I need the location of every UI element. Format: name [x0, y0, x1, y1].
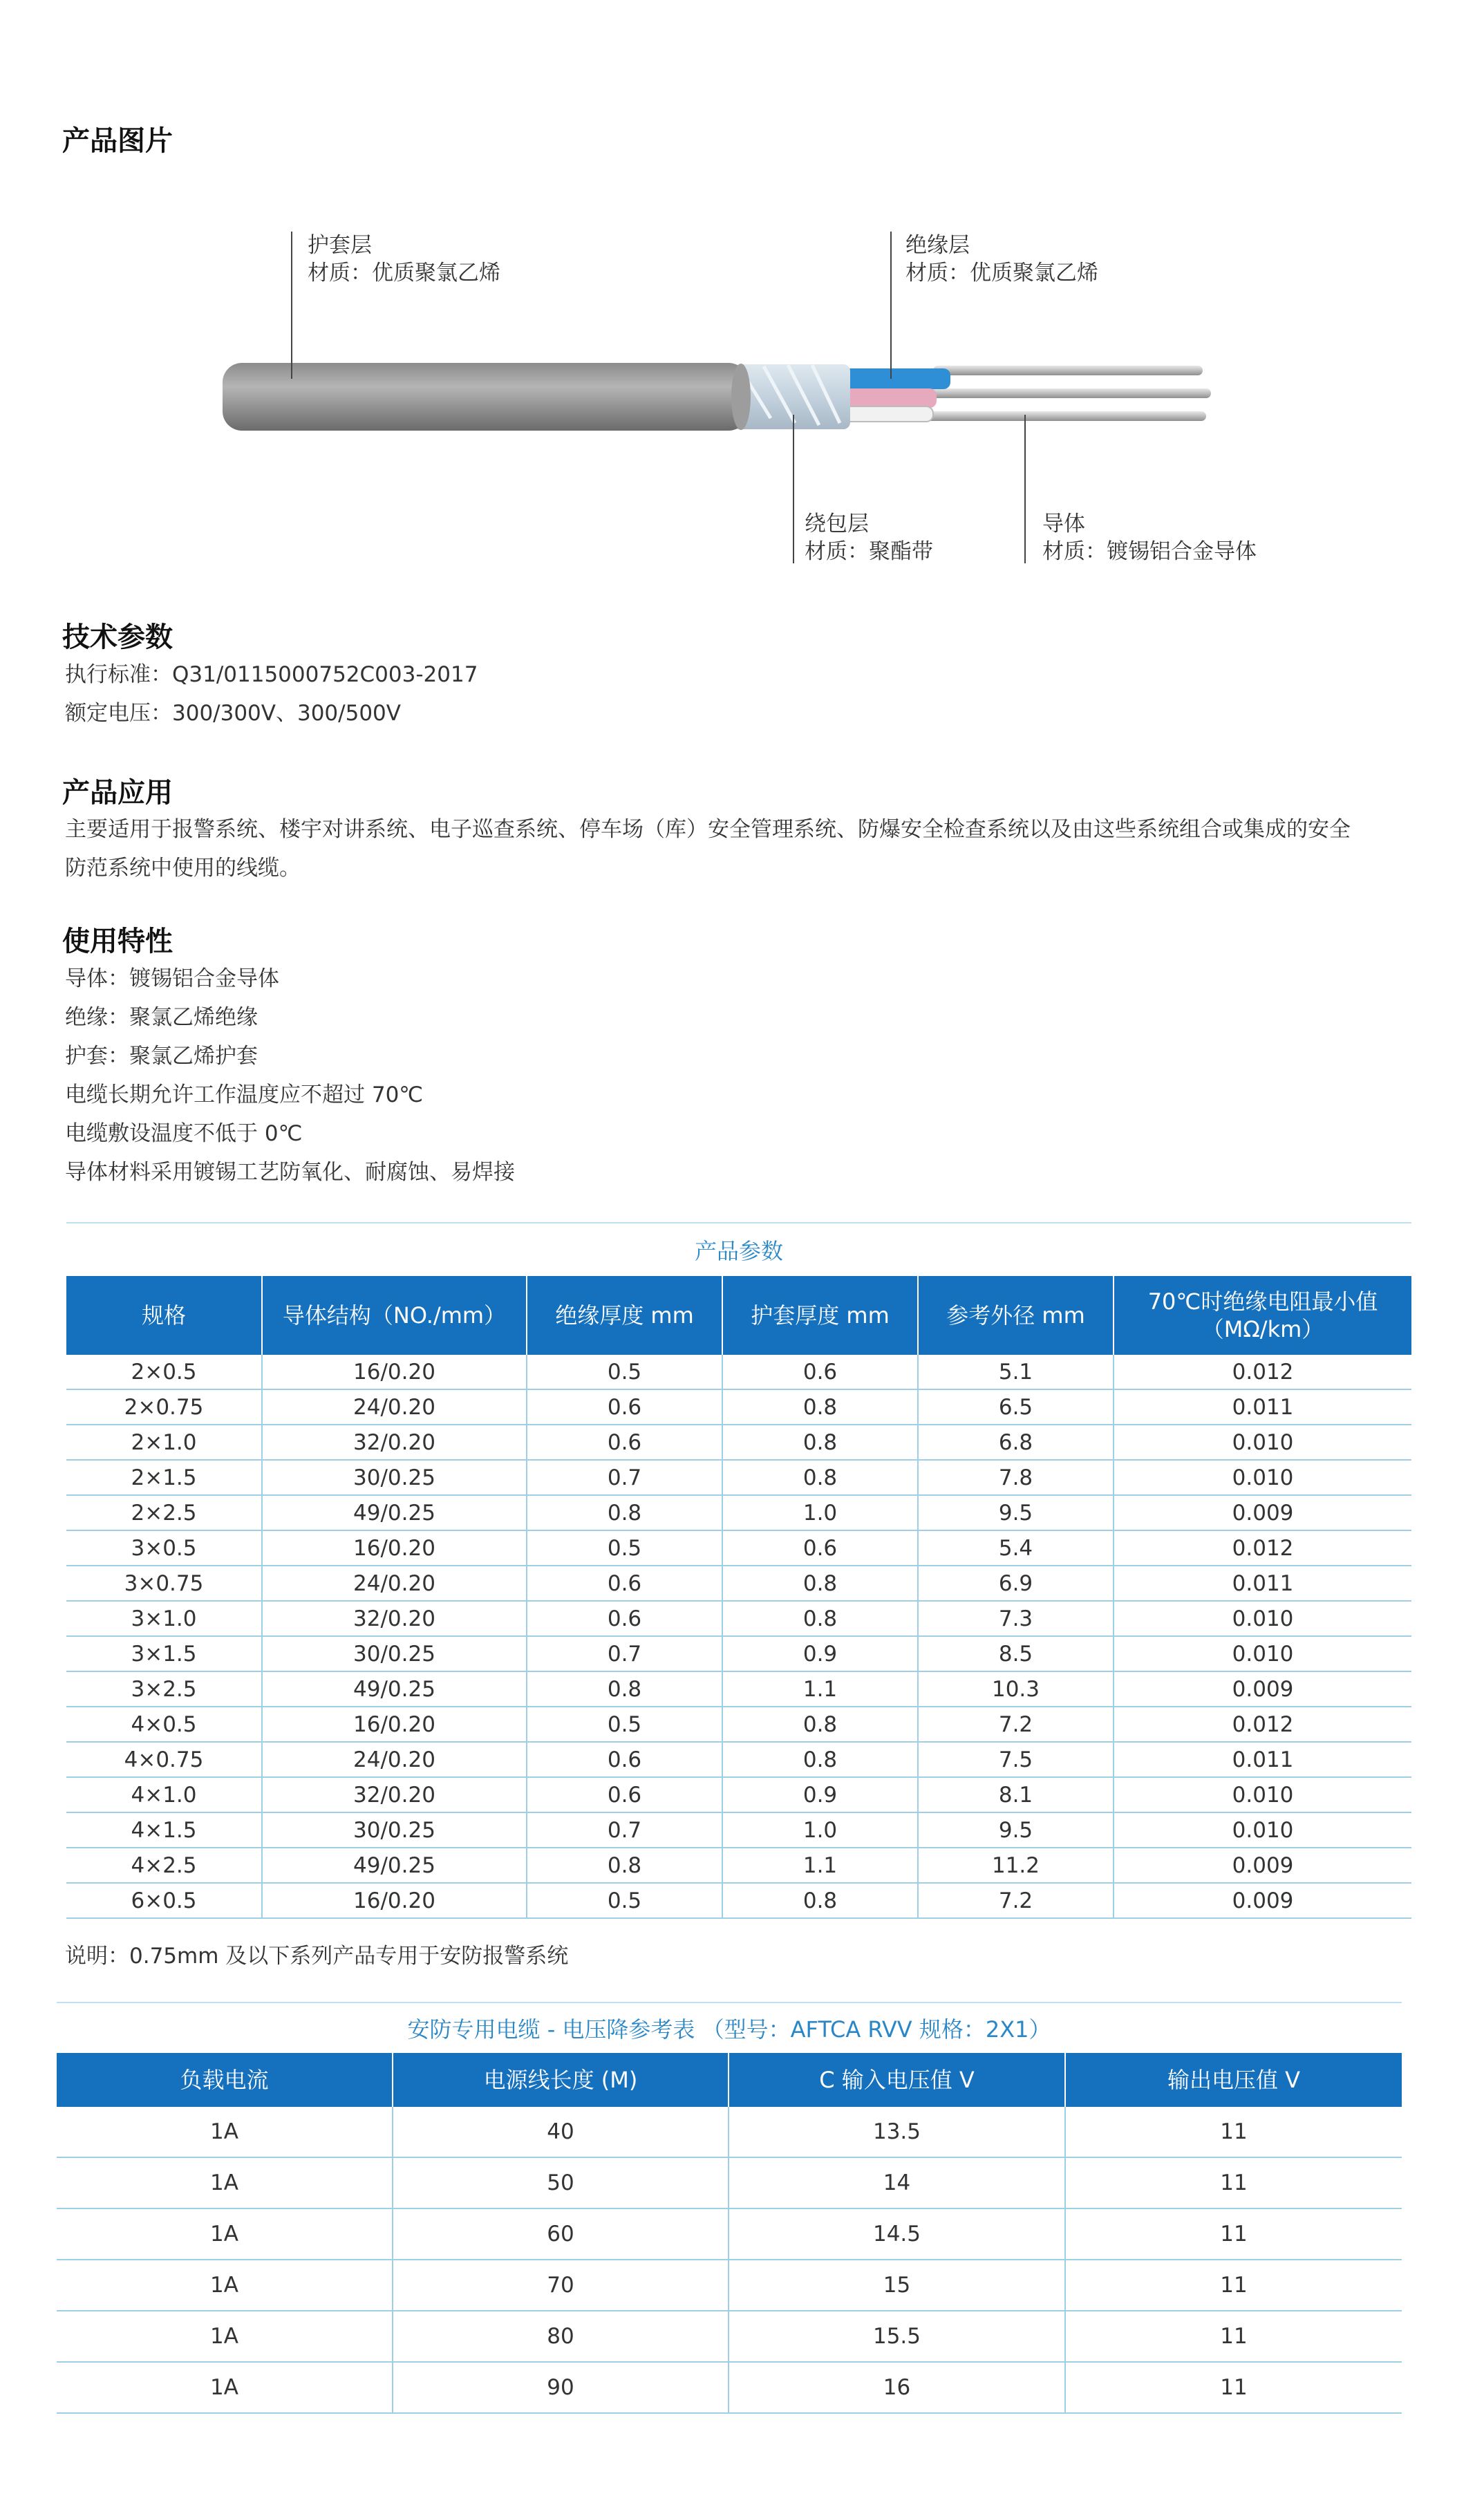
- table-cell: 0.7: [527, 1460, 722, 1495]
- table-row: [66, 1848, 1411, 1883]
- params-header-insulation: 绝缘厚度 mm: [527, 1276, 722, 1355]
- table-cell: 0.6: [527, 1777, 722, 1812]
- table-cell: 5.1: [918, 1355, 1114, 1389]
- table-cell: 11: [1065, 2260, 1402, 2311]
- table-cell: 0.5: [527, 1883, 722, 1918]
- table-cell: 3×2.5: [66, 1671, 262, 1707]
- table-cell: 0.8: [722, 1389, 918, 1425]
- table-cell: 16: [729, 2362, 1065, 2413]
- features-list: [65, 959, 515, 1192]
- table-cell: 0.009: [1114, 1883, 1411, 1918]
- callout-wrap-material: 材质：聚酯带: [805, 539, 933, 564]
- table-cell: 15.5: [729, 2311, 1065, 2362]
- table-cell: 5.4: [918, 1530, 1114, 1566]
- voltage-drop-table: [57, 2002, 1402, 2414]
- table-cell: 16/0.20: [262, 1883, 527, 1918]
- table-cell: 11: [1065, 2208, 1402, 2260]
- table-cell: 50: [393, 2157, 729, 2208]
- table-cell: 0.8: [722, 1742, 918, 1777]
- table-cell: 4×1.0: [66, 1777, 262, 1812]
- table-cell: 1.1: [722, 1671, 918, 1707]
- table-cell: 60: [393, 2208, 729, 2260]
- table-cell: 0.8: [722, 1460, 918, 1495]
- table-row: [66, 1389, 1411, 1425]
- table-cell: 0.7: [527, 1812, 722, 1848]
- table-cell: 24/0.20: [262, 1742, 527, 1777]
- table-row: [57, 2107, 1402, 2157]
- table-cell: 0.8: [527, 1848, 722, 1883]
- table-row: [66, 1707, 1411, 1742]
- table-cell: 15: [729, 2260, 1065, 2311]
- table-cell: 9.5: [918, 1495, 1114, 1530]
- table-cell: 0.009: [1114, 1495, 1411, 1530]
- table-cell: 6.8: [918, 1425, 1114, 1460]
- table-row: [66, 1495, 1411, 1530]
- table-row: [66, 1566, 1411, 1601]
- table-cell: 0.011: [1114, 1742, 1411, 1777]
- table-cell: 9.5: [918, 1812, 1114, 1848]
- table-cell: 0.9: [722, 1636, 918, 1671]
- table-row: [57, 2311, 1402, 2362]
- table-cell: 30/0.25: [262, 1812, 527, 1848]
- product-image-heading: 产品图片: [62, 125, 173, 157]
- callout-conductor-material: 材质：镀锡铝合金导体: [1042, 539, 1257, 564]
- callout-insulation-material: 材质：优质聚氯乙烯: [905, 261, 1098, 285]
- table-cell: 1A: [57, 2208, 393, 2260]
- table-cell: 32/0.20: [262, 1777, 527, 1812]
- table-cell: 49/0.25: [262, 1671, 527, 1707]
- conductor-wire-2: [926, 388, 1211, 398]
- table-cell: 4×0.5: [66, 1707, 262, 1742]
- callout-insulation: [905, 232, 1098, 287]
- table-cell: 2×1.5: [66, 1460, 262, 1495]
- tech-rated-voltage: 额定电压：300/300V、300/500V: [65, 701, 401, 726]
- table-row: [57, 2208, 1402, 2260]
- table-cell: 0.5: [527, 1355, 722, 1389]
- table-cell: 90: [393, 2362, 729, 2413]
- table-cell: 1.0: [722, 1812, 918, 1848]
- insulation-core-blue: [840, 368, 950, 389]
- table-cell: 14.5: [729, 2208, 1065, 2260]
- callout-insulation-name: 绝缘层: [905, 233, 970, 258]
- table-cell: 0.8: [722, 1707, 918, 1742]
- table-cell: 0.6: [527, 1425, 722, 1460]
- table-row: [66, 1425, 1411, 1460]
- table-cell: 16/0.20: [262, 1355, 527, 1389]
- table-cell: 30/0.25: [262, 1460, 527, 1495]
- table-cell: 0.8: [722, 1425, 918, 1460]
- table-cell: 49/0.25: [262, 1848, 527, 1883]
- voltage-header-line-length: 电源线长度 (M): [393, 2053, 729, 2107]
- table-cell: 7.2: [918, 1707, 1114, 1742]
- table-cell: 0.8: [527, 1495, 722, 1530]
- table-cell: 10.3: [918, 1671, 1114, 1707]
- callout-sheath-material: 材质：优质聚氯乙烯: [308, 261, 500, 285]
- table-cell: 0.010: [1114, 1636, 1411, 1671]
- table-cell: 1A: [57, 2107, 393, 2157]
- table-cell: 0.010: [1114, 1460, 1411, 1495]
- table-row: [66, 1742, 1411, 1777]
- table-cell: 8.1: [918, 1777, 1114, 1812]
- table-cell: 2×2.5: [66, 1495, 262, 1530]
- table-row: [66, 1636, 1411, 1671]
- params-header-resistance-line1: 70℃时绝缘电阻最小值: [1147, 1288, 1378, 1315]
- table-row: [66, 1355, 1411, 1389]
- feature-max-temperature: 电缆长期允许工作温度应不超过 70℃: [65, 1082, 424, 1107]
- table-cell: 7.3: [918, 1601, 1114, 1636]
- table-cell: 0.010: [1114, 1425, 1411, 1460]
- cable-illustration: [0, 207, 1484, 594]
- table-cell: 14: [729, 2157, 1065, 2208]
- params-header-conductor: 导体结构（NO./mm）: [262, 1276, 527, 1355]
- table-row: [66, 1883, 1411, 1918]
- table-cell: 11: [1065, 2311, 1402, 2362]
- table-cell: 0.6: [722, 1355, 918, 1389]
- table-cell: 13.5: [729, 2107, 1065, 2157]
- callout-conductor: [1042, 510, 1257, 565]
- table-cell: 0.6: [527, 1601, 722, 1636]
- table-cell: 7.8: [918, 1460, 1114, 1495]
- table-row: [57, 2362, 1402, 2413]
- product-params-table: [66, 1222, 1411, 1919]
- table-cell: 0.012: [1114, 1355, 1411, 1389]
- table-cell: 0.011: [1114, 1566, 1411, 1601]
- table-cell: 0.8: [527, 1671, 722, 1707]
- table-cell: 30/0.25: [262, 1636, 527, 1671]
- feature-tin-plating: 导体材料采用镀锡工艺防氧化、耐腐蚀、易焊接: [65, 1160, 515, 1185]
- feature-conductor: 导体：镀锡铝合金导体: [65, 966, 279, 991]
- params-table-body: [66, 1355, 1411, 1918]
- table-cell: 1A: [57, 2362, 393, 2413]
- table-cell: 4×2.5: [66, 1848, 262, 1883]
- table-cell: 0.012: [1114, 1707, 1411, 1742]
- table-row: [57, 2157, 1402, 2208]
- table-cell: 0.010: [1114, 1812, 1411, 1848]
- note-text: 说明：0.75mm 及以下系列产品专用于安防报警系统: [65, 1944, 569, 1969]
- tech-params-heading: 技术参数: [62, 621, 173, 653]
- table-cell: 0.8: [722, 1883, 918, 1918]
- features-heading: 使用特性: [62, 926, 173, 957]
- conductor-wire-3: [923, 411, 1206, 421]
- table-cell: 11.2: [918, 1848, 1114, 1883]
- table-cell: 0.8: [722, 1601, 918, 1636]
- table-cell: 0.6: [527, 1389, 722, 1425]
- table-cell: 32/0.20: [262, 1425, 527, 1460]
- table-row: [66, 1777, 1411, 1812]
- conductor-wire-1: [933, 366, 1203, 375]
- table-cell: 3×0.5: [66, 1530, 262, 1566]
- table-cell: 70: [393, 2260, 729, 2311]
- table-row: [66, 1460, 1411, 1495]
- table-cell: 7.5: [918, 1742, 1114, 1777]
- params-header-diameter: 参考外径 mm: [918, 1276, 1114, 1355]
- table-cell: 49/0.25: [262, 1495, 527, 1530]
- voltage-header-input-voltage: C 输入电压值 V: [729, 2053, 1065, 2107]
- application-heading: 产品应用: [62, 777, 173, 809]
- table-cell: 0.6: [527, 1566, 722, 1601]
- table-cell: 0.9: [722, 1777, 918, 1812]
- table-cell: 0.5: [527, 1530, 722, 1566]
- table-cell: 0.7: [527, 1636, 722, 1671]
- voltage-header-load-current: 负载电流: [57, 2053, 393, 2107]
- table-cell: 6.5: [918, 1389, 1114, 1425]
- table-cell: 3×1.0: [66, 1601, 262, 1636]
- table-row: [66, 1530, 1411, 1566]
- feature-laying-temperature: 电缆敷设温度不低于 0℃: [65, 1121, 303, 1146]
- table-cell: 2×0.75: [66, 1389, 262, 1425]
- table-cell: 0.010: [1114, 1601, 1411, 1636]
- feature-sheath: 护套：聚氯乙烯护套: [65, 1044, 258, 1069]
- table-cell: 1A: [57, 2311, 393, 2362]
- sheath-jacket: [223, 363, 748, 431]
- table-row: [66, 1812, 1411, 1848]
- table-cell: 11: [1065, 2157, 1402, 2208]
- table-cell: 80: [393, 2311, 729, 2362]
- params-table-caption: 产品参数: [66, 1223, 1411, 1276]
- application-line-1: 主要适用于报警系统、楼宇对讲系统、电子巡查系统、停车场（库）安全管理系统、防爆安全检查系统以及由这些系统组合或集成的安全: [65, 817, 1351, 842]
- application-text: [65, 810, 1351, 888]
- callout-wrap-name: 绕包层: [805, 512, 869, 536]
- callout-wrap: [805, 510, 933, 565]
- callout-conductor-name: 导体: [1042, 512, 1085, 536]
- params-header-spec: 规格: [66, 1276, 262, 1355]
- table-cell: 8.5: [918, 1636, 1114, 1671]
- params-header-resistance: [1114, 1276, 1411, 1355]
- tech-params-text: [65, 655, 478, 733]
- table-cell: 40: [393, 2107, 729, 2157]
- table-cell: 4×1.5: [66, 1812, 262, 1848]
- table-cell: 16/0.20: [262, 1530, 527, 1566]
- voltage-table-body: [57, 2107, 1402, 2413]
- table-cell: 3×0.75: [66, 1566, 262, 1601]
- voltage-table-caption: 安防专用电缆 - 电压降参考表 （型号：AFTCA RVV 规格：2X1）: [57, 2002, 1402, 2053]
- table-cell: 1.1: [722, 1848, 918, 1883]
- table-cell: 7.2: [918, 1883, 1114, 1918]
- table-cell: 2×1.0: [66, 1425, 262, 1460]
- table-row: [57, 2260, 1402, 2311]
- table-cell: 6.9: [918, 1566, 1114, 1601]
- table-row: [66, 1671, 1411, 1707]
- table-cell: 32/0.20: [262, 1601, 527, 1636]
- table-cell: 4×0.75: [66, 1742, 262, 1777]
- table-cell: 11: [1065, 2362, 1402, 2413]
- voltage-header-output-voltage: 输出电压值 V: [1065, 2053, 1402, 2107]
- feature-insulation: 绝缘：聚氯乙烯绝缘: [65, 1005, 258, 1030]
- table-cell: 24/0.20: [262, 1389, 527, 1425]
- callout-sheath: [308, 232, 500, 287]
- table-cell: 2×0.5: [66, 1355, 262, 1389]
- table-cell: 1A: [57, 2260, 393, 2311]
- table-cell: 3×1.5: [66, 1636, 262, 1671]
- table-cell: 0.6: [527, 1742, 722, 1777]
- table-cell: 11: [1065, 2107, 1402, 2157]
- callout-sheath-name: 护套层: [308, 233, 372, 258]
- table-cell: 16/0.20: [262, 1707, 527, 1742]
- application-line-2: 防范系统中使用的线缆。: [65, 856, 301, 881]
- table-cell: 0.009: [1114, 1671, 1411, 1707]
- params-header-sheath: 护套厚度 mm: [722, 1276, 918, 1355]
- table-row: [66, 1601, 1411, 1636]
- table-cell: 24/0.20: [262, 1566, 527, 1601]
- cable-diagram: [0, 207, 1484, 594]
- params-header-resistance-line2: （MΩ/km）: [1201, 1316, 1324, 1342]
- tech-standard: 执行标准：Q31/0115000752C003-2017: [65, 662, 478, 687]
- table-cell: 0.011: [1114, 1389, 1411, 1425]
- table-cell: 0.010: [1114, 1777, 1411, 1812]
- table-cell: 1.0: [722, 1495, 918, 1530]
- table-cell: 6×0.5: [66, 1883, 262, 1918]
- table-cell: 0.6: [722, 1530, 918, 1566]
- table-cell: 0.8: [722, 1566, 918, 1601]
- table-cell: 0.012: [1114, 1530, 1411, 1566]
- table-cell: 1A: [57, 2157, 393, 2208]
- table-cell: 0.009: [1114, 1848, 1411, 1883]
- table-cell: 0.5: [527, 1707, 722, 1742]
